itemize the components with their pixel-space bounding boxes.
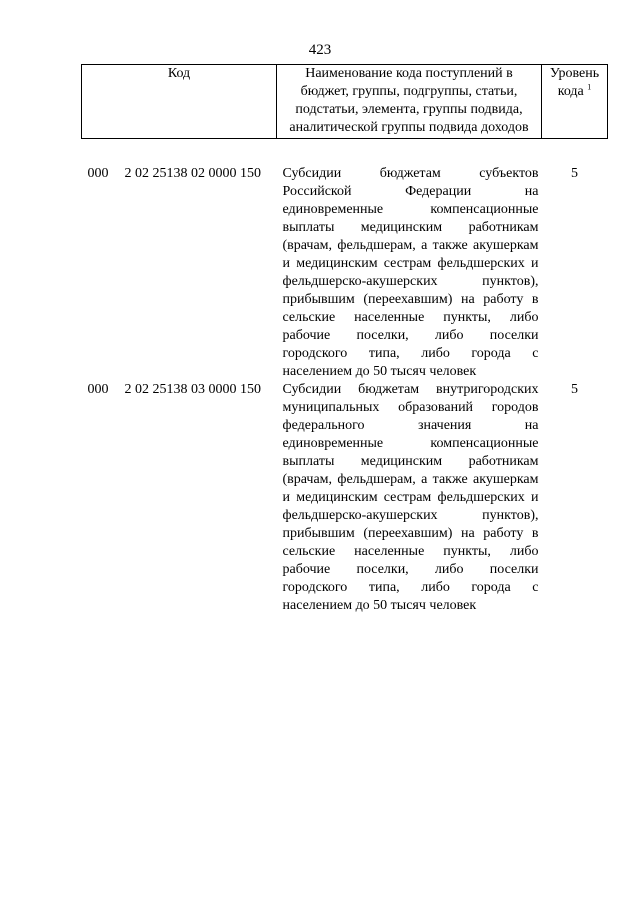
name-cell: Субсидии бюджетам внутригородских муниципальных образований городов федерального значения на единовременные компенсационные выплаты медицинским работникам (врачам, фельдшерам, а также акушеркам и медицинским сестрам фельдшерских и фельдшерско-акушерских пунктов), прибывшим (переехавшим) на работу в сельские населенные пункты, либо рабочие поселки, либо поселки городского типа, либо города с населением до 50 тысяч человек <box>282 382 539 613</box>
code-cell <box>82 381 277 615</box>
header-row <box>82 65 608 139</box>
admin-code: 000 <box>87 382 109 397</box>
spacer-row <box>82 139 608 166</box>
spacer-cell <box>82 139 608 166</box>
header-code: Код <box>82 65 277 139</box>
header-name: Наименование кода поступлений в бюджет, группы, подгруппы, статьи, подстатьи, элемента, группы подвида, аналитической группы подвида доходов <box>277 65 542 139</box>
table-row <box>82 165 608 381</box>
table-header <box>82 65 608 139</box>
table-body <box>82 139 608 616</box>
header-level-footnote: 1 <box>587 82 592 92</box>
header-level-label: Уровень кода <box>549 66 600 99</box>
admin-code: 000 <box>87 166 109 181</box>
income-code: 2 02 25138 03 0000 150 <box>124 382 261 397</box>
table-row <box>82 381 608 615</box>
income-code: 2 02 25138 02 0000 150 <box>124 166 261 181</box>
header-level <box>542 65 608 139</box>
level-cell: 5 <box>571 382 578 397</box>
code-cell <box>82 165 277 381</box>
name-cell: Субсидии бюджетам субъектов Российской Федерации на единовременные компенсационные выплаты медицинским работникам (врачам, фельдшерам, а также акушеркам и медицинским сестрам фельдшерских и фельдшерско-акушерских пунктов), прибывшим (переехавшим) на работу в сельские населенные пункты, либо рабочие поселки, либо поселки городского типа, либо города с населением до 50 тысяч человек <box>282 166 539 379</box>
page-number: 423 <box>308 42 332 58</box>
income-codes-table <box>81 64 608 615</box>
level-cell: 5 <box>571 166 578 181</box>
